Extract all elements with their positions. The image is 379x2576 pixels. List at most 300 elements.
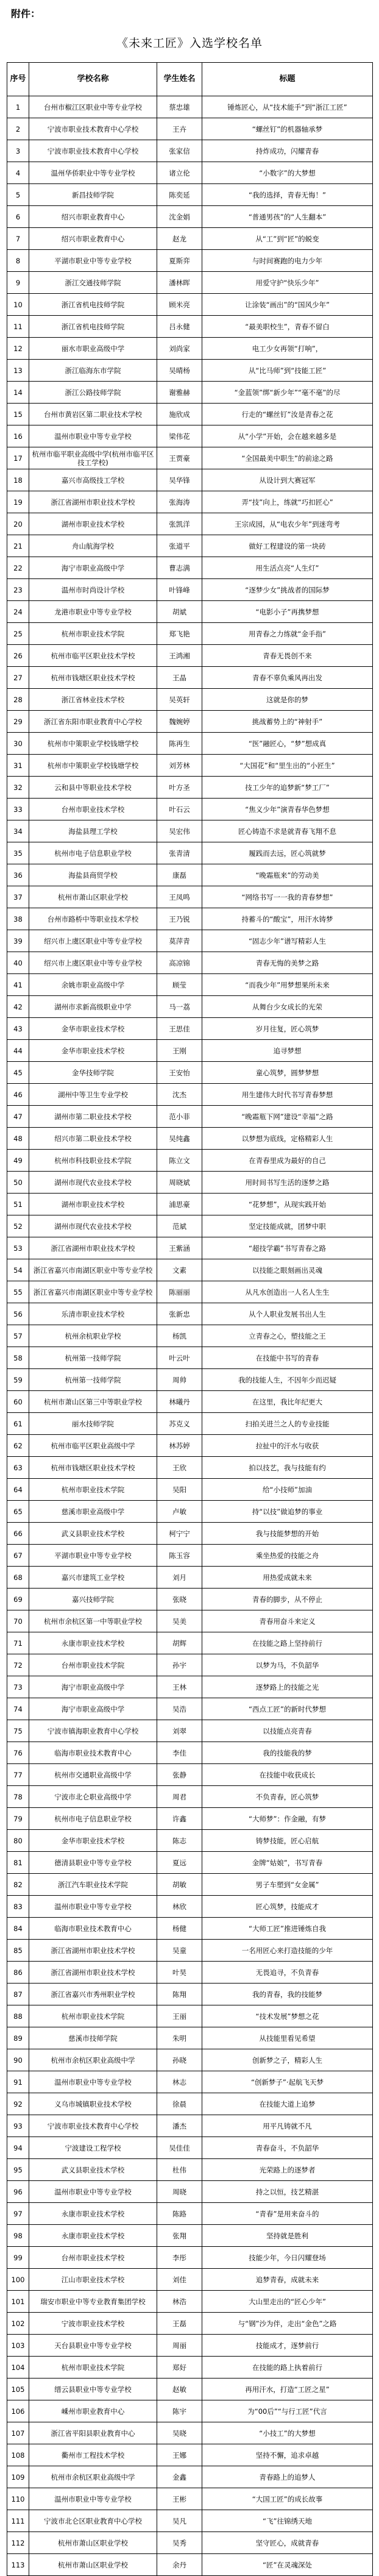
school-name: 杭州市职业技术学院 xyxy=(29,2005,157,2027)
table-row xyxy=(7,689,373,711)
student-name: 吴阳 xyxy=(157,1479,202,1501)
row-number: 83 xyxy=(7,1896,29,1918)
school-name: 绍兴市上虞区职业中等专业学校 xyxy=(29,952,157,974)
row-number: 7 xyxy=(7,228,29,250)
student-name: 吴佳佳 xyxy=(157,2137,202,2159)
topic-title: “网络书写一一我的青春梦想” xyxy=(202,886,373,908)
table-row xyxy=(7,1874,373,1896)
topic-title: 铸梦技能，匠心启航 xyxy=(202,1830,373,1852)
school-name: 嘉兴市高级技工学校 xyxy=(29,469,157,491)
school-name: 瑞安市职业中等专业教育集团学校 xyxy=(29,2291,157,2313)
topic-title: 青春不辜负乘风再出发 xyxy=(202,667,373,689)
school-name: 龙港市职业中等专业学校 xyxy=(29,601,157,623)
school-name: 义乌市城镇职业技术学校 xyxy=(29,2093,157,2115)
student-name: 陈丽丽 xyxy=(157,1281,202,1303)
row-number: 71 xyxy=(7,1632,29,1654)
topic-title: 技能少年，今日闪耀登场 xyxy=(202,2247,373,2269)
school-name: 永康市职业技术学校 xyxy=(29,2225,157,2247)
school-name: 台州市职业技术学院 xyxy=(29,1654,157,1676)
table-row xyxy=(7,820,373,842)
table-row xyxy=(7,447,373,469)
student-name: 王晶 xyxy=(157,667,202,689)
school-name: 宁波市镇海职业教育中心学校 xyxy=(29,1720,157,1742)
row-number: 64 xyxy=(7,1479,29,1501)
row-number: 103 xyxy=(7,2335,29,2357)
row-number: 68 xyxy=(7,1567,29,1589)
student-name: 王思佳 xyxy=(157,1018,202,1040)
student-name: 胡斌 xyxy=(157,601,202,623)
row-number: 81 xyxy=(7,1852,29,1874)
table-row xyxy=(7,162,373,184)
topic-title: 青春无畏创不来 xyxy=(202,645,373,667)
topic-title: 匠心铸造不求是就青春飞翔不息 xyxy=(202,820,373,842)
row-number: 75 xyxy=(7,1720,29,1742)
row-number: 53 xyxy=(7,1237,29,1259)
topic-title: “螺丝钉”的机器轴承梦 xyxy=(202,118,373,140)
topic-title: 坚持不懈，追求卓越 xyxy=(202,2444,373,2466)
school-name: 浙江交通技师学院 xyxy=(29,272,157,294)
row-number: 31 xyxy=(7,755,29,777)
student-name: 杨凯 xyxy=(157,1325,202,1347)
school-name: 绍兴市职业教育中心 xyxy=(29,206,157,228)
topic-title: 履践而去远，匠心筑就梦 xyxy=(202,842,373,864)
table-row xyxy=(7,2335,373,2357)
row-number: 112 xyxy=(7,2532,29,2554)
table-row xyxy=(7,2510,373,2532)
school-name: 金华技师学院 xyxy=(29,1062,157,1084)
row-number: 36 xyxy=(7,864,29,886)
topic-title: 用时间书写生活的逐梦之路 xyxy=(202,1172,373,1194)
student-name: 潘杰 xyxy=(157,2115,202,2137)
student-name: 朱明 xyxy=(157,2027,202,2049)
row-number: 42 xyxy=(7,996,29,1018)
school-name: 浙江汽车职业技术学院 xyxy=(29,1874,157,1896)
student-name: 诸立伦 xyxy=(157,162,202,184)
row-number: 9 xyxy=(7,272,29,294)
row-number: 82 xyxy=(7,1874,29,1896)
school-name: 浙江省机电技师学院 xyxy=(29,294,157,316)
topic-title: 给“小技师”加油 xyxy=(202,1479,373,1501)
topic-title: 再用汗水，打造“工匠之星” xyxy=(202,2379,373,2400)
student-name: 赵敏 xyxy=(157,2379,202,2400)
topic-title: 童心筑梦，圆梦梦想 xyxy=(202,1062,373,1084)
table-row xyxy=(7,996,373,1018)
student-name: 陈志 xyxy=(157,1830,202,1852)
row-number: 63 xyxy=(7,1457,29,1479)
topic-title: 拉扯中的汗水与收获 xyxy=(202,1435,373,1457)
school-name: 宁波市北仑区职业教育中心学校 xyxy=(29,2510,157,2532)
school-name: 杭州市临平区职业技术学校 xyxy=(29,645,157,667)
school-name: 杭州市萧山区职业学校 xyxy=(29,2532,157,2554)
table-row xyxy=(7,1501,373,1523)
school-name: 湖州市职业技术学校 xyxy=(29,1194,157,1215)
table-row xyxy=(7,1852,373,1874)
school-list-table xyxy=(7,62,373,2576)
school-name: 杭州市职业技术学院 xyxy=(29,2357,157,2379)
student-name: 卢敏 xyxy=(157,1501,202,1523)
student-name: 周帅 xyxy=(157,1369,202,1391)
school-name: 湖州市求新高级职业中学 xyxy=(29,996,157,1018)
row-number: 100 xyxy=(7,2269,29,2291)
topic-title: “最美职校生”，青春不留白 xyxy=(202,316,373,338)
student-name: 夏斯弈 xyxy=(157,250,202,272)
school-name: 金华市职业技术学校 xyxy=(29,1040,157,1062)
school-name: 缙云县职业中等专业学校 xyxy=(29,2379,157,2400)
school-name: 海宁市职业高级中学 xyxy=(29,557,157,579)
topic-title: 从凡水创造出一人名人生生 xyxy=(202,1281,373,1303)
student-name: 曹志满 xyxy=(157,557,202,579)
table-row xyxy=(7,1918,373,1940)
school-name: 嵊州市职业教育中心 xyxy=(29,2400,157,2422)
topic-title: 在技能之路上坚持前行 xyxy=(202,1632,373,1654)
table-row xyxy=(7,1259,373,1281)
school-name: 浙江省湖州市职业技术学校 xyxy=(29,1962,157,1984)
student-name: 陈宇 xyxy=(157,2400,202,2422)
table-row xyxy=(7,1896,373,1918)
school-name: 金华市职业技术学校 xyxy=(29,1018,157,1040)
table-row xyxy=(7,2159,373,2181)
topic-title: 追寻梦想 xyxy=(202,1040,373,1062)
row-number: 24 xyxy=(7,601,29,623)
topic-title: 以梦为马，不负韶华 xyxy=(202,1654,373,1676)
row-number: 18 xyxy=(7,469,29,491)
topic-title: 青春的脚步，从不停止 xyxy=(202,1589,373,1610)
school-name: 杭州市萧山区第三中等职业学校 xyxy=(29,1391,157,1413)
row-number: 109 xyxy=(7,2466,29,2488)
school-name: 杭州市电子信息职业学校 xyxy=(29,1808,157,1830)
topic-title: “大师梦”：作金融，有梦 xyxy=(202,1808,373,1830)
row-number: 33 xyxy=(7,799,29,820)
table-row xyxy=(7,908,373,930)
row-number: 85 xyxy=(7,1940,29,1962)
topic-title: 与“钢”沙为伴，走出“金色”之路 xyxy=(202,2313,373,2335)
topic-title: “而我少年”用梦想果所未来 xyxy=(202,974,373,996)
student-name: 王鸿湘 xyxy=(157,645,202,667)
row-number: 25 xyxy=(7,623,29,645)
school-name: 杭州市萧山区职业学校 xyxy=(29,886,157,908)
topic-title: 用平凡铸就不凡 xyxy=(202,2115,373,2137)
row-number: 95 xyxy=(7,2159,29,2181)
school-name: 台州市椒江区职业中等专业学校 xyxy=(29,96,157,118)
topic-title: 金牌“姑娘”，书写青春 xyxy=(202,1852,373,1874)
table-row xyxy=(7,2203,373,2225)
table-row xyxy=(7,2247,373,2269)
school-name: 温州市职业中等专业学校 xyxy=(29,1896,157,1918)
student-name: 王乃锐 xyxy=(157,908,202,930)
table-row xyxy=(7,250,373,272)
student-name: 王凤鸣 xyxy=(157,886,202,908)
school-name: 平湖市职业中等专业学校 xyxy=(29,1545,157,1567)
topic-title: 挑战蓄势上的“神射手” xyxy=(202,711,373,733)
row-number: 60 xyxy=(7,1391,29,1413)
school-name: 江山市职业技术学校 xyxy=(29,2269,157,2291)
student-name: 余丹 xyxy=(157,2554,202,2576)
student-name: 叶石云 xyxy=(157,799,202,820)
table-row xyxy=(7,513,373,535)
header-number: 序号 xyxy=(7,63,29,96)
student-name: 谢雅赫 xyxy=(157,382,202,404)
row-number: 76 xyxy=(7,1742,29,1764)
topic-title: 我与技能梦想的开始 xyxy=(202,1523,373,1545)
student-name: 陈再生 xyxy=(157,733,202,755)
topic-title: “晚霜瓶下网”建设“幸福”之路 xyxy=(202,1106,373,1128)
student-name: 林志 xyxy=(157,2071,202,2093)
topic-title: 创新梦之子，精彩人生 xyxy=(202,2049,373,2071)
table-body xyxy=(7,96,373,2576)
student-name: 刘翠 xyxy=(157,1720,202,1742)
student-name: 刘尚家 xyxy=(157,338,202,360)
topic-title: 从技能里看见希望 xyxy=(202,2027,373,2049)
school-name: 台州市职业技术学校 xyxy=(29,799,157,820)
table-row xyxy=(7,316,373,338)
table-row xyxy=(7,228,373,250)
table-row xyxy=(7,491,373,513)
table-row xyxy=(7,2093,373,2115)
row-number: 101 xyxy=(7,2291,29,2313)
topic-title: “小数字”的大梦想 xyxy=(202,162,373,184)
student-name: 陈奕延 xyxy=(157,184,202,206)
table-row xyxy=(7,1940,373,1962)
student-name: 刘佳 xyxy=(157,2269,202,2291)
student-name: 吴宏伟 xyxy=(157,820,202,842)
topic-title: 拍以技艺，我与技能有约 xyxy=(202,1457,373,1479)
student-name: 许鑫 xyxy=(157,1808,202,1830)
table-row xyxy=(7,1523,373,1545)
school-name: 浙江省平阳县职业教育中心 xyxy=(29,2422,157,2444)
school-name: 绍兴市职业教育中心 xyxy=(29,228,157,250)
topic-title: 我的技能我的梦 xyxy=(202,1742,373,1764)
topic-title: 持之以恒，技艺精湛 xyxy=(202,2181,373,2203)
school-name: 杭州余杭职业学校 xyxy=(29,1325,157,1347)
row-number: 65 xyxy=(7,1501,29,1523)
student-name: 吴晓 xyxy=(157,2422,202,2444)
student-name: 张青清 xyxy=(157,842,202,864)
row-number: 40 xyxy=(7,952,29,974)
table-row xyxy=(7,1479,373,1501)
table-row xyxy=(7,469,373,491)
school-name: 宁波市职业技术教育中心学校 xyxy=(29,118,157,140)
school-name: 丽水技师学院 xyxy=(29,1413,157,1435)
school-name: 德清县职业中等专业学校 xyxy=(29,1852,157,1874)
row-number: 98 xyxy=(7,2225,29,2247)
row-number: 93 xyxy=(7,2115,29,2137)
student-name: 吴浩 xyxy=(157,1698,202,1720)
table-row xyxy=(7,1062,373,1084)
school-name: 湖州市第二职业技术学校 xyxy=(29,1106,157,1128)
row-number: 39 xyxy=(7,930,29,952)
student-name: 莫萍青 xyxy=(157,930,202,952)
row-number: 10 xyxy=(7,294,29,316)
row-number: 105 xyxy=(7,2379,29,2400)
school-name: 温州市职业中等专业学校 xyxy=(29,2071,157,2093)
school-name: 新昌技师学院 xyxy=(29,184,157,206)
topic-title: “电影小子”再携梦想 xyxy=(202,601,373,623)
student-name: 顾莹 xyxy=(157,974,202,996)
topic-title: “我的选择，青春无悔！” xyxy=(202,184,373,206)
school-name: 浙江省湖州市职业技术学校 xyxy=(29,491,157,513)
table-row xyxy=(7,711,373,733)
row-number: 52 xyxy=(7,1215,29,1237)
row-number: 70 xyxy=(7,1610,29,1632)
row-number: 99 xyxy=(7,2247,29,2269)
school-name: 杭州市中策职业学校钱塘学校 xyxy=(29,733,157,755)
row-number: 21 xyxy=(7,535,29,557)
school-name: 武义县职业技术学校 xyxy=(29,2159,157,2181)
topic-title: 以梦想为底线，定格精彩人生 xyxy=(202,1128,373,1150)
student-name: 苏克义 xyxy=(157,1413,202,1435)
student-name: 王彬 xyxy=(157,2488,202,2510)
student-name: 杨健 xyxy=(157,1918,202,1940)
student-name: 王安怡 xyxy=(157,1062,202,1084)
table-row xyxy=(7,2379,373,2400)
header-topic: 标题 xyxy=(202,63,373,96)
student-name: 周君 xyxy=(157,1786,202,1808)
topic-title: “大国工匠”的成长故事 xyxy=(202,2488,373,2510)
row-number: 34 xyxy=(7,820,29,842)
student-name: 王丽 xyxy=(157,2005,202,2027)
topic-title: “焦义少年”演青春华色梦想 xyxy=(202,799,373,820)
table-row xyxy=(7,206,373,228)
school-name: 天台县职业中等专业学校 xyxy=(29,2335,157,2357)
table-row xyxy=(7,799,373,820)
row-number: 46 xyxy=(7,1084,29,1106)
table-row xyxy=(7,2137,373,2159)
table-row xyxy=(7,1303,373,1325)
table-row xyxy=(7,777,373,799)
school-name: 杭州市电子信息职业学校 xyxy=(29,842,157,864)
row-number: 44 xyxy=(7,1040,29,1062)
student-name: 夏远 xyxy=(157,1852,202,1874)
topic-title: 用青春之力练就“金手指” xyxy=(202,623,373,645)
topic-title: 在技能大道上追梦 xyxy=(202,2093,373,2115)
table-row xyxy=(7,886,373,908)
table-row xyxy=(7,2005,373,2027)
row-number: 41 xyxy=(7,974,29,996)
topic-title: “超技学霸”书写青春之路 xyxy=(202,1237,373,1259)
school-name: 舟山航海学校 xyxy=(29,535,157,557)
row-number: 106 xyxy=(7,2400,29,2422)
school-name: 杭州市临平区职业高级中学 xyxy=(29,1435,157,1457)
topic-title: 大山里走出的“匠心少年” xyxy=(202,2291,373,2313)
school-name: 绍兴市上虞区职业中等专业学校 xyxy=(29,930,157,952)
row-number: 79 xyxy=(7,1808,29,1830)
table-row xyxy=(7,1545,373,1567)
student-name: 浦思豪 xyxy=(157,1194,202,1215)
school-name: 浙江省嘉兴市南湖区职业中等专业学校 xyxy=(29,1281,157,1303)
student-name: 蔡忠雄 xyxy=(157,96,202,118)
topic-title: 我的青春，我的技能梦 xyxy=(202,1984,373,2005)
row-number: 56 xyxy=(7,1303,29,1325)
school-name: 浙江省机电技师学院 xyxy=(29,316,157,338)
student-name: 梁伟花 xyxy=(157,425,202,447)
topic-title: 一名用匠心来打造技能的少年 xyxy=(202,1940,373,1962)
school-name: 台州市职业技术学校 xyxy=(29,2247,157,2269)
school-name: 浙江省嘉兴市南湖区职业中等专业学校 xyxy=(29,1259,157,1281)
topic-title: 从舞台少女成长的光荣 xyxy=(202,996,373,1018)
topic-title: 立青春之心，塑技能之王 xyxy=(202,1325,373,1347)
school-name: 金华市职业技术学校 xyxy=(29,1830,157,1852)
student-name: 张凯洋 xyxy=(157,513,202,535)
school-name: 海盐县商贸学校 xyxy=(29,864,157,886)
student-name: 赵龙 xyxy=(157,228,202,250)
school-name: 台州市黄岩区第二职业技术学校 xyxy=(29,404,157,425)
student-name: 张家信 xyxy=(157,140,202,162)
topic-title: “飞”往锦绣天地 xyxy=(202,2510,373,2532)
student-name: 王磊 xyxy=(157,2313,202,2335)
student-name: 陈玉容 xyxy=(157,1545,202,1567)
student-name: 孙宇 xyxy=(157,1654,202,1676)
table-row xyxy=(7,755,373,777)
topic-title: 追梦青春，成就未来 xyxy=(202,2269,373,2291)
table-row xyxy=(7,1413,373,1435)
school-name: 衢州市工程技术学校 xyxy=(29,2444,157,2466)
student-name: 杜伟 xyxy=(157,2159,202,2181)
row-number: 91 xyxy=(7,2071,29,2093)
table-row xyxy=(7,1457,373,1479)
school-name: 杭州市科技职业技术学院 xyxy=(29,1150,157,1172)
table-row xyxy=(7,1215,373,1237)
student-name: 刘芳林 xyxy=(157,755,202,777)
topic-title: 坚定技能成就，团梦中职 xyxy=(202,1215,373,1237)
topic-title: 锤炼匠心，从“技术能手”到“浙江工匠” xyxy=(202,96,373,118)
table-row xyxy=(7,382,373,404)
student-name: 王紫涵 xyxy=(157,1237,202,1259)
topic-title: “小技工”的大梦想 xyxy=(202,2422,373,2444)
table-row xyxy=(7,2071,373,2093)
table-row xyxy=(7,1742,373,1764)
school-name: 温州市职业中等专业学校 xyxy=(29,2488,157,2510)
school-name: 海盐县理工学校 xyxy=(29,820,157,842)
student-name: 李佳 xyxy=(157,1742,202,1764)
school-name: 海宁市职业高级中学 xyxy=(29,1676,157,1698)
row-number: 30 xyxy=(7,733,29,755)
student-name: 吴美 xyxy=(157,1610,202,1632)
header-student: 学生姓名 xyxy=(157,63,202,96)
student-name: 林欣 xyxy=(157,1896,202,1918)
school-name: 杭州市中策职业学校钱塘学校 xyxy=(29,755,157,777)
table-row xyxy=(7,2269,373,2291)
table-row xyxy=(7,2422,373,2444)
school-name: 湖州市现代农业技术学校 xyxy=(29,1172,157,1194)
topic-title: 从“工”到“匠”的蜕变 xyxy=(202,228,373,250)
table-row xyxy=(7,338,373,360)
table-row xyxy=(7,1808,373,1830)
table-row xyxy=(7,2554,373,2576)
topic-title: 持蓄斗的“酸宝”，用汗水铸梦 xyxy=(202,908,373,930)
row-number: 90 xyxy=(7,2049,29,2071)
school-name: 杭州市职业技术学院 xyxy=(29,1479,157,1501)
table-row xyxy=(7,2181,373,2203)
table-row xyxy=(7,1984,373,2005)
table-row xyxy=(7,1720,373,1742)
row-number: 59 xyxy=(7,1369,29,1391)
topic-title: “晚霜瓶来”的劳动美 xyxy=(202,864,373,886)
student-name: 王卉 xyxy=(157,118,202,140)
school-name: 宁波市职业技术教育中心学校 xyxy=(29,140,157,162)
student-name: 范小菲 xyxy=(157,1106,202,1128)
school-name: 慈溪市职业高级中学 xyxy=(29,1501,157,1523)
table-row xyxy=(7,360,373,382)
row-number: 28 xyxy=(7,689,29,711)
table-row xyxy=(7,974,373,996)
table-row xyxy=(7,1150,373,1172)
school-name: 温州华侨职业中等专业学校 xyxy=(29,162,157,184)
row-number: 62 xyxy=(7,1435,29,1457)
table-row xyxy=(7,140,373,162)
row-number: 3 xyxy=(7,140,29,162)
table-row xyxy=(7,1610,373,1632)
row-number: 14 xyxy=(7,382,29,404)
